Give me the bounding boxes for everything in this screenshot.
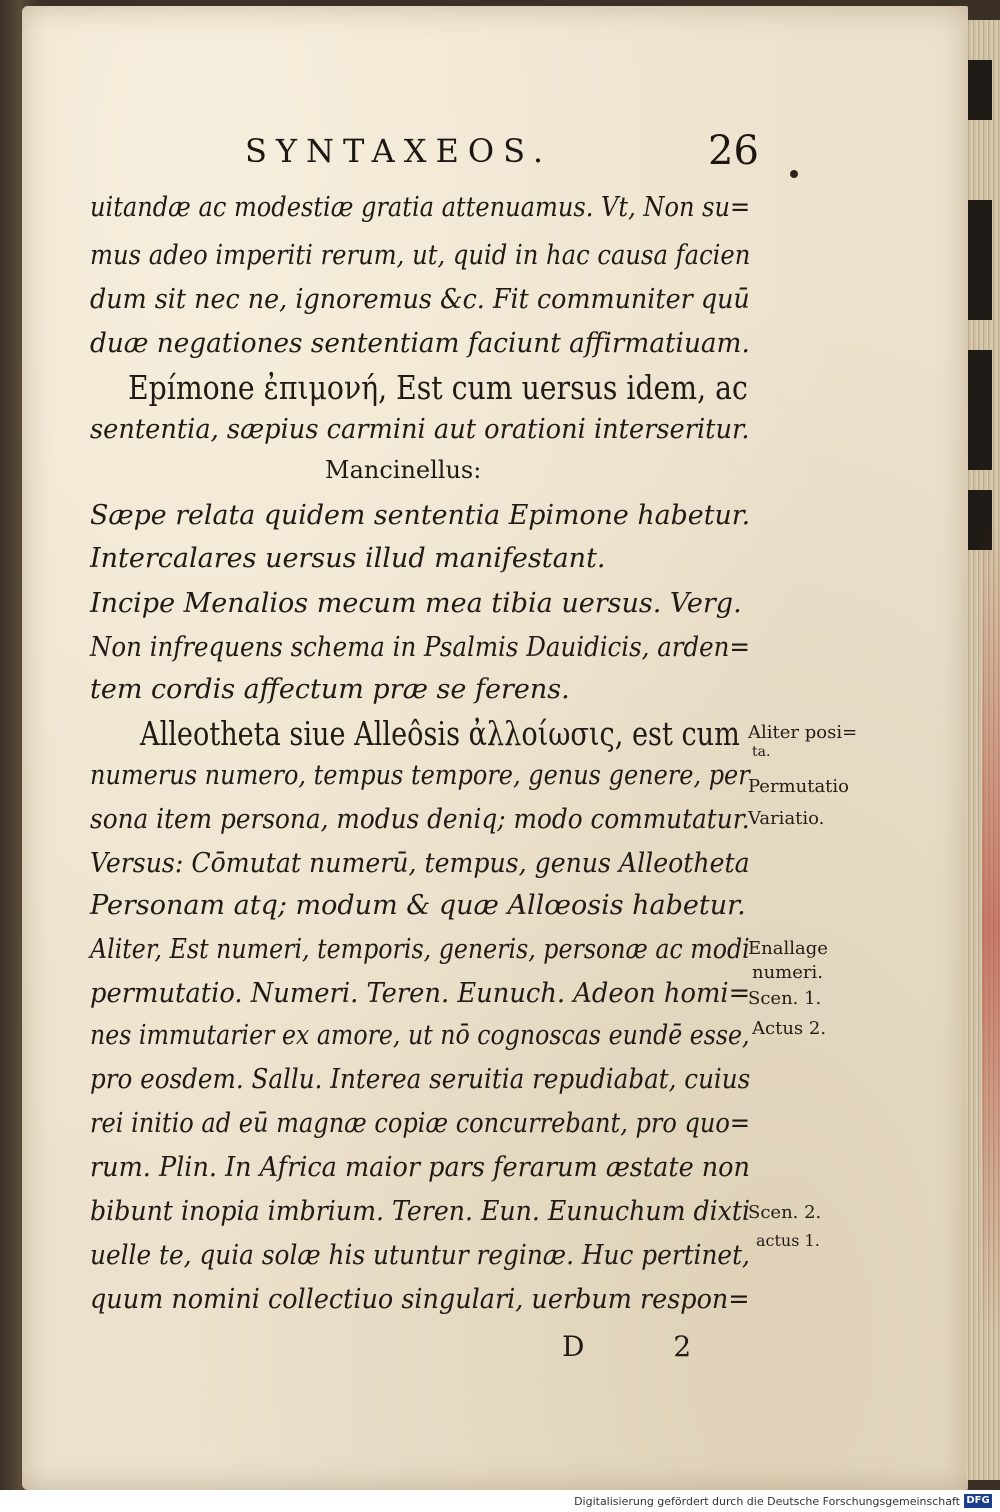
red-bleed-stain <box>982 520 1000 1340</box>
margin-note: Scen. 2. <box>748 1202 822 1223</box>
text-line: Aliter, Est numeri, temporis, generis, personæ ac modi <box>90 934 750 965</box>
text-line: Non infrequens schema in Psalmis Dauidicis, arden= <box>90 632 750 663</box>
text-line: uelle te, quia solæ his utuntur reginæ. Huc pertinet, <box>90 1240 750 1271</box>
text-line: sententia, sæpius carmini aut orationi interseritur. <box>90 414 750 445</box>
ink-dot <box>790 170 798 178</box>
text-line: permutatio. Numeri. Teren. Eunuch. Adeon homi= <box>90 978 751 1009</box>
text-line: rum. Plin. In Africa maior pars ferarum æstate non <box>90 1152 750 1183</box>
running-header-title: SYNTAXEOS. <box>245 132 553 170</box>
text-line: Personam atq; modum & quæ Allœosis habetur. <box>90 890 746 921</box>
margin-note: actus 1. <box>756 1231 820 1250</box>
page-edge-mark <box>968 200 992 320</box>
margin-note: Enallage <box>748 938 828 959</box>
text-line-attribution: Mancinellus: <box>325 456 482 484</box>
text-line: Versus: Cōmutat numerū, tempus, genus Alleotheta <box>90 848 750 879</box>
text-line: Sæpe relata quidem sententia Epimone habetur. <box>90 500 751 531</box>
signature-mark: D 2 <box>562 1330 732 1363</box>
margin-note: ta. <box>752 744 771 760</box>
margin-note: Actus 2. <box>752 1018 827 1039</box>
text-line-heading: Alleotheta siue Alleôsis ἀλλοίωσις, est cum <box>140 714 740 753</box>
text-line: numerus numero, tempus tempore, genus genere, per <box>90 760 750 791</box>
text-line: quum nomini collectiuo singulari, uerbum respon= <box>90 1284 750 1315</box>
text-line-heading: Epímone ἐπιμονή, Est cum uersus idem, ac <box>128 368 748 407</box>
text-line: mus adeo imperiti rerum, ut, quid in hac causa facien <box>90 240 751 271</box>
margin-note: Variatio. <box>748 808 825 829</box>
footer-credit: Digitalisierung gefördert durch die Deutsche Forschungsgemeinschaft <box>574 1495 960 1508</box>
text-line: nes immutarier ex amore, ut nō cognoscas eundē esse, <box>90 1020 750 1051</box>
text-line: sona item persona, modus deniq; modo commutatur. <box>90 804 750 835</box>
margin-note: Permutatio <box>748 776 850 797</box>
page-edge-mark <box>968 350 992 470</box>
text-line: rei initio ad eū magnæ copiæ concurrebant, pro quo= <box>90 1108 751 1139</box>
text-line: bibunt inopia imbrium. Teren. Eun. Eunuchum dixti <box>90 1196 751 1227</box>
text-line: pro eosdem. Sallu. Interea seruitia repudiabat, cuius <box>90 1064 751 1095</box>
text-line: uitandæ ac modestiæ gratia attenuamus. Vt, Non su= <box>90 192 751 223</box>
text-line: duæ negationes sententiam faciunt affirmatiuam. <box>90 328 750 359</box>
text-line: Incipe Menalios mecum mea tibia uersus. Verg. <box>90 588 742 619</box>
dfg-logo: DFG <box>964 1494 992 1508</box>
text-line: dum sit nec ne, ignoremus &c. Fit communiter quū <box>90 284 750 315</box>
margin-note: numeri. <box>752 962 823 983</box>
margin-note: Scen. 1. <box>748 988 822 1009</box>
margin-note: Aliter posi= <box>748 722 858 743</box>
page-edge-mark <box>968 60 992 120</box>
text-line: tem cordis affectum præ se ferens. <box>90 674 570 705</box>
page-number: 26 <box>708 128 759 174</box>
text-line: Intercalares uersus illud manifestant. <box>90 543 606 574</box>
